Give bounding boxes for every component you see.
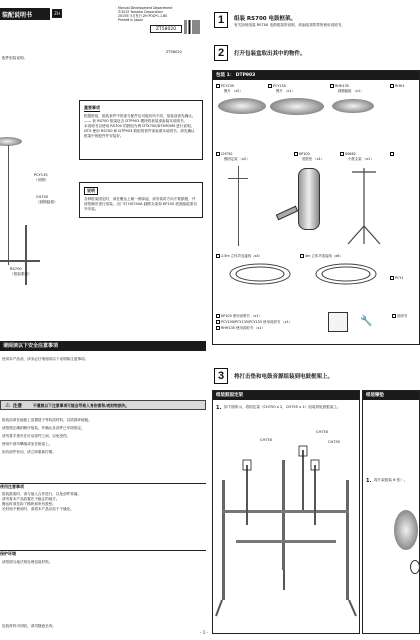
- right-page: ZT58020 1 组装 RS700 电鼓框架。 有关如何组装 RS700 电鼓框架的说明，请参阅其附带的使用说明书。 2 打开包装盒取出其中的物件。 包装 1： DTP903 PCY135 镲片 （x2） PCY155 镲片 （x1） RHH135 踩镲踏板 （x1） RHH1 CH750 镲固定架 （x2） KP100 底鼓垫 （x1） SS662 小鼓支架 （x1） 2.5m 立体声连接线（x4） 4m 立体声连接线（x6） PCY1 KP100 使用说明书 （x1） PCY100/PCY135/PCY155 使用说明书 （x1） RHH135 使用说明书 （x1） 🔧 说明书 3 将打击垫和电鼓音源组装到电鼓框架上。 组装鼓固定架 1. 如下图所示，将固定架（CH750 x 2，CH755 x 1）组装到电鼓框架上。 CH750 CH750 CH755 组装镲垫 1. 将片架组装 6 张）。: [210, 0, 420, 640]
- usage-item: 长时间不使用时，请将本产品存放于干燥处。: [2, 507, 74, 511]
- footnote: 包装材料可回收，请勿随意丢弃。: [2, 624, 56, 628]
- step3-left-title: 组装鼓固定架: [213, 391, 359, 400]
- item-ss662: [340, 152, 374, 161]
- cable-4m-icon: [306, 262, 386, 286]
- label-rs700: RS700: [10, 267, 22, 271]
- step-1-title: 组装 RS700 电鼓框架。: [234, 16, 297, 22]
- label-ch755: CH755: [328, 440, 341, 444]
- notice-box: [79, 100, 203, 160]
- warning-label: 注意: [13, 404, 22, 409]
- care-subhead: [0, 550, 206, 557]
- ch750-arm-icon: [228, 178, 248, 179]
- notice-bullet: 本说明书以使用 RS700 的鼓组为例 DTX700/DTX900M 进行说明。: [84, 124, 195, 128]
- checkbox[interactable]: [390, 276, 394, 280]
- item-rhh135-manual: [216, 326, 265, 331]
- item-blank: [390, 152, 395, 157]
- item-name: RHH135: [335, 84, 349, 88]
- item-name: CH750: [221, 152, 233, 156]
- usage-subhead: [0, 483, 206, 490]
- company-line: Manual Development Department: [118, 6, 173, 10]
- note-text: 各种框架固定时，请在搬运上缘一侧拿起，请安装时方向不要搞错，并请按顺序进行组装。出厂时 HS740A 踩镲支架和 KP100 底鼓踏板需另外安装。: [84, 197, 197, 211]
- checkbox[interactable]: [216, 320, 220, 324]
- step-3-number: 3: [214, 368, 228, 384]
- item-kp100-manual: [216, 314, 262, 319]
- note-title: 说明: [84, 187, 98, 195]
- label-ch750-cn: （踩镲踏板）: [36, 200, 58, 204]
- item-sub: 镲固定架 （x2）: [224, 156, 250, 161]
- care-subhead-text: 保护环境: [0, 551, 16, 556]
- step3-right-text: 将片架组装 6 张）。: [374, 478, 408, 482]
- item-kp100: [294, 152, 324, 161]
- cable-2-5m-icon: [220, 262, 300, 286]
- cymbal-pad-icon: [394, 510, 418, 550]
- note-box: [79, 182, 203, 218]
- notice-bullet: 根据鼓组，组装套件中的部分配件也可能有所不同，组装前请先确认。—— 套 RS700 框架包含 DTP903 模块的套装请参阅本说明书。: [84, 114, 196, 123]
- step3-left-text: 如下图所示，将固定架（CH750 x 2，CH755 x 1）组装到电鼓框架上。: [224, 405, 341, 409]
- usage-item: 搬运时请先拆下模块和所有鼓垫。: [2, 502, 56, 506]
- item-name: SS662: [345, 152, 356, 156]
- company-line: 2015年 5月发行 ZH POD*1.1-B0: [118, 14, 168, 18]
- stand-line: [8, 145, 9, 265]
- warning-icon: ⚠: [5, 402, 11, 409]
- precautions-intro: 使用本产品前，请务必仔细阅读以下说明和注意事项。: [2, 357, 89, 361]
- usage-subhead-text: 使用注意事项: [0, 484, 24, 489]
- label-rs700-cn: （框架系统）: [10, 272, 32, 276]
- precautions-band: 请阅读以下安全注意事项: [0, 341, 206, 351]
- label-ch750: CH750: [36, 195, 49, 199]
- step3-right-step: 1.: [366, 478, 372, 484]
- label-ch750-b: CH750: [316, 430, 329, 434]
- care-item: 请按照当地法规处理包装材料。: [2, 560, 53, 564]
- package-label: 包装 1： DTP903: [213, 71, 419, 80]
- item-name: 4m 立体声连接线（x6）: [305, 254, 343, 258]
- precaution-item: 使用中请勿攀爬或坐在框架上。: [2, 442, 53, 446]
- item-cable-2-5m: [216, 254, 262, 259]
- step-3-title: 将打击垫和电鼓音源组装到电鼓框架上。: [234, 374, 334, 380]
- item-pcy1: [390, 276, 404, 281]
- item-name: PCY1: [395, 276, 404, 280]
- item-sub: 底鼓垫 （x1）: [302, 156, 325, 161]
- language-badge: ZH: [52, 9, 62, 18]
- pcy155-cymbal-icon: [270, 98, 324, 115]
- precaution-list: [2, 418, 202, 455]
- item-name: KP100 使用说明书 （x1）: [221, 314, 262, 318]
- checkbox[interactable]: [330, 84, 334, 88]
- item-name: 说明书: [397, 314, 408, 318]
- checkbox[interactable]: [216, 152, 220, 156]
- step3-right-title: 组装镲垫: [363, 391, 419, 400]
- step-2-title: 打开包装盒取出其中的物件。: [234, 51, 306, 57]
- frame-bar: [0, 260, 40, 262]
- barcode: [184, 20, 200, 34]
- rack-frame-illustration: [216, 440, 356, 620]
- precaution-item: 请勿将手指夹在可动部件之间，以免受伤。: [2, 434, 71, 438]
- wrench-icon: 🔧: [360, 316, 373, 327]
- usage-item: 请勿将本产品放置在不稳定的地方。: [2, 497, 60, 501]
- item-name: KP100: [299, 152, 310, 156]
- step3-left-step: 1.: [216, 405, 222, 411]
- checkbox[interactable]: [216, 314, 220, 318]
- item-name: PCY100/PCY135/PCY155 使用说明书 （x1）: [221, 320, 293, 324]
- label-ch750-a: CH750: [260, 438, 273, 442]
- item-sub: 镲片 （x2）: [224, 88, 243, 93]
- step-1-desc: 有关如何组装 RS700 电鼓框架的说明，请参阅其附带的使用说明书。: [234, 23, 345, 27]
- warning-box: [0, 400, 206, 410]
- company-line: Printed in Japan: [118, 18, 144, 22]
- intro-text: 配件组装说明。: [2, 56, 28, 60]
- step-1-number: 1: [214, 12, 228, 28]
- item-pcy155: [268, 84, 295, 93]
- checkbox[interactable]: [300, 254, 304, 258]
- detail-circle: [410, 560, 420, 574]
- checkbox[interactable]: [390, 152, 394, 156]
- checkbox[interactable]: [268, 84, 272, 88]
- rhh135-hihat-icon: [332, 99, 374, 113]
- item-pcy135: [216, 84, 243, 93]
- cymbal-illustration: [0, 137, 22, 146]
- item-cable-4m: [300, 254, 343, 259]
- precaution-item: 组装前请在地板上放置毯子等软质材料，以防损坏地板。: [2, 418, 92, 422]
- company-line: ©2015 Yamaha Corporation: [118, 10, 163, 14]
- item-manual-right: [392, 314, 407, 319]
- usage-item: 组装鼓架时，请与他人合作进行，以免部件掉落。: [2, 492, 82, 496]
- label-pcy135-cn: （吊镲）: [34, 178, 49, 182]
- checkbox[interactable]: [392, 314, 396, 318]
- item-sub: 踩镲踏板 （x1）: [338, 88, 364, 93]
- item-rhh135: [330, 84, 364, 93]
- item-pcy-manual: [216, 320, 292, 325]
- item-name: 2.5m 立体声连接线（x4）: [221, 254, 263, 258]
- precaution-item: 请按照正确的顺序组装，并确认各部件已牢固固定。: [2, 426, 85, 430]
- item-name: PCY135: [221, 84, 234, 88]
- pcy135-cymbal-icon: [218, 98, 266, 114]
- item-name: PCY155: [273, 84, 286, 88]
- checkbox[interactable]: [216, 254, 220, 258]
- label-pcy135: PCY135: [34, 173, 48, 177]
- kp100-kick-icon: [298, 168, 320, 230]
- item-rhh1: [390, 84, 405, 89]
- checkbox[interactable]: [390, 84, 394, 88]
- manual-title: 装配说明书: [2, 12, 33, 19]
- snare-stand-icon: [344, 166, 384, 246]
- manual-book-icon: [328, 312, 348, 332]
- checkbox[interactable]: [340, 152, 344, 156]
- item-sub: 小鼓支架 （x1）: [348, 156, 374, 161]
- page-number: - 1 -: [200, 630, 208, 635]
- checkbox[interactable]: [216, 84, 220, 88]
- kit-diagram: [0, 95, 75, 295]
- item-sub: 镲片 （x1）: [276, 88, 295, 93]
- warning-title: 不遵照以下注意事项可能会导致人身伤害和/或财物损失。: [33, 403, 130, 408]
- usage-list: [2, 492, 202, 512]
- left-page: [0, 0, 206, 640]
- doc-code: ZT58020: [150, 25, 182, 33]
- step-2-number: 2: [214, 45, 228, 61]
- notice-bullet: DTX 使用 RS700 和 DTP903 鼓组的套件请参照本说明书，请先确认框架中的配件并安装好。: [84, 129, 195, 138]
- precaution-item: 如有部件松动，请立即重新拧紧。: [2, 450, 56, 454]
- item-name: RHH1: [395, 84, 405, 88]
- notice-title: 重要事项: [84, 105, 100, 110]
- checkbox[interactable]: [216, 326, 220, 330]
- item-name: RHH135 使用说明书 （x1）: [221, 326, 265, 330]
- checkbox[interactable]: [294, 152, 298, 156]
- item-ch750: [216, 152, 250, 161]
